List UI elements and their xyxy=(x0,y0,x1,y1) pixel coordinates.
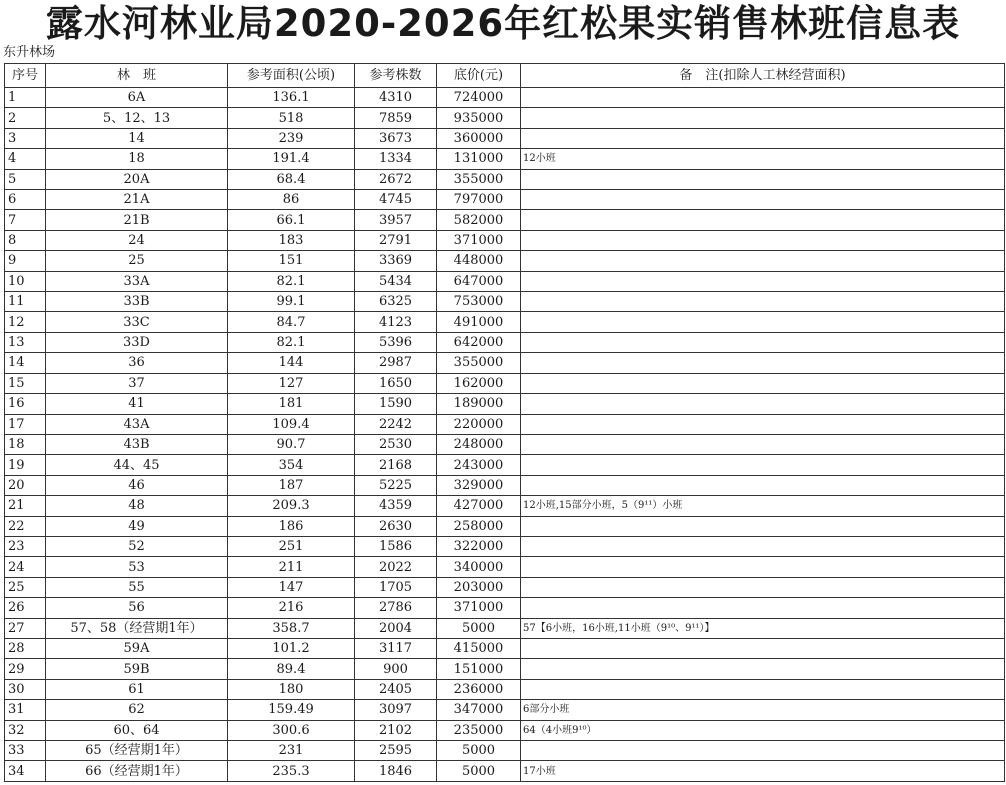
row-count: 2022 xyxy=(355,557,437,577)
row-price: 236000 xyxy=(437,679,521,699)
row-number: 26 xyxy=(5,598,46,618)
table-row xyxy=(5,251,1005,271)
row-count: 2987 xyxy=(355,353,437,373)
table-row xyxy=(5,741,1005,761)
row-price: 347000 xyxy=(437,700,521,720)
row-area: 518 xyxy=(228,108,355,128)
row-price: 162000 xyxy=(437,373,521,393)
row-price: 491000 xyxy=(437,312,521,332)
row-note xyxy=(521,251,1005,271)
row-price: 5000 xyxy=(437,741,521,761)
row-price: 203000 xyxy=(437,577,521,597)
header-price: 底价(元) xyxy=(437,64,521,88)
row-note xyxy=(521,516,1005,536)
table-row xyxy=(5,414,1005,434)
table-row xyxy=(5,128,1005,148)
row-forest: 56 xyxy=(46,598,228,618)
row-count: 2102 xyxy=(355,720,437,740)
row-area: 89.4 xyxy=(228,659,355,679)
row-area: 216 xyxy=(228,598,355,618)
row-count: 900 xyxy=(355,659,437,679)
row-count: 2405 xyxy=(355,679,437,699)
row-price: 647000 xyxy=(437,271,521,291)
row-area: 101.2 xyxy=(228,638,355,658)
row-area: 86 xyxy=(228,190,355,210)
row-count: 2786 xyxy=(355,598,437,618)
row-note xyxy=(521,332,1005,352)
row-note xyxy=(521,577,1005,597)
row-price: 329000 xyxy=(437,475,521,495)
row-price: 371000 xyxy=(437,230,521,250)
row-forest: 41 xyxy=(46,394,228,414)
row-note: 6部分小班 xyxy=(521,700,1005,720)
row-note xyxy=(521,638,1005,658)
row-count: 2242 xyxy=(355,414,437,434)
row-price: 131000 xyxy=(437,149,521,169)
row-price: 448000 xyxy=(437,251,521,271)
row-note xyxy=(521,414,1005,434)
table-row xyxy=(5,455,1005,475)
row-price: 5000 xyxy=(437,618,521,638)
row-count: 2791 xyxy=(355,230,437,250)
row-area: 127 xyxy=(228,373,355,393)
row-number: 23 xyxy=(5,536,46,556)
row-note xyxy=(521,394,1005,414)
row-number: 22 xyxy=(5,516,46,536)
row-area: 211 xyxy=(228,557,355,577)
row-count: 4123 xyxy=(355,312,437,332)
row-area: 147 xyxy=(228,577,355,597)
row-price: 248000 xyxy=(437,434,521,454)
row-area: 68.4 xyxy=(228,169,355,189)
header-count: 参考株数 xyxy=(355,64,437,88)
row-count: 3117 xyxy=(355,638,437,658)
row-count: 5396 xyxy=(355,332,437,352)
row-forest: 43B xyxy=(46,434,228,454)
table-row xyxy=(5,598,1005,618)
row-forest: 24 xyxy=(46,230,228,250)
table-row xyxy=(5,638,1005,658)
row-area: 82.1 xyxy=(228,271,355,291)
row-note: 57【6小班，16小班,11小班（9¹⁰、9¹¹）】 xyxy=(521,618,1005,638)
row-price: 415000 xyxy=(437,638,521,658)
row-count: 2595 xyxy=(355,741,437,761)
row-price: 371000 xyxy=(437,598,521,618)
row-forest: 44、45 xyxy=(46,455,228,475)
row-number: 13 xyxy=(5,332,46,352)
row-count: 5225 xyxy=(355,475,437,495)
row-price: 360000 xyxy=(437,128,521,148)
table-row xyxy=(5,496,1005,516)
row-price: 322000 xyxy=(437,536,521,556)
table-row xyxy=(5,720,1005,740)
row-number: 3 xyxy=(5,128,46,148)
row-area: 109.4 xyxy=(228,414,355,434)
row-area: 191.4 xyxy=(228,149,355,169)
table-row xyxy=(5,700,1005,720)
row-forest: 18 xyxy=(46,149,228,169)
row-count: 3097 xyxy=(355,700,437,720)
row-price: 235000 xyxy=(437,720,521,740)
row-area: 187 xyxy=(228,475,355,495)
row-forest: 62 xyxy=(46,700,228,720)
row-count: 1650 xyxy=(355,373,437,393)
row-area: 84.7 xyxy=(228,312,355,332)
row-price: 220000 xyxy=(437,414,521,434)
row-number: 32 xyxy=(5,720,46,740)
row-number: 16 xyxy=(5,394,46,414)
row-number: 11 xyxy=(5,292,46,312)
row-count: 1590 xyxy=(355,394,437,414)
row-forest: 33C xyxy=(46,312,228,332)
row-forest: 20A xyxy=(46,169,228,189)
table-row xyxy=(5,108,1005,128)
row-number: 18 xyxy=(5,434,46,454)
row-number: 12 xyxy=(5,312,46,332)
row-note: 12小班 xyxy=(521,149,1005,169)
row-area: 354 xyxy=(228,455,355,475)
row-number: 25 xyxy=(5,577,46,597)
row-note xyxy=(521,292,1005,312)
row-forest: 61 xyxy=(46,679,228,699)
row-number: 19 xyxy=(5,455,46,475)
row-forest: 48 xyxy=(46,496,228,516)
row-area: 186 xyxy=(228,516,355,536)
row-count: 3673 xyxy=(355,128,437,148)
row-count: 1705 xyxy=(355,577,437,597)
row-price: 427000 xyxy=(437,496,521,516)
row-price: 642000 xyxy=(437,332,521,352)
row-note xyxy=(521,598,1005,618)
table-row xyxy=(5,394,1005,414)
row-forest: 59B xyxy=(46,659,228,679)
row-forest: 53 xyxy=(46,557,228,577)
row-price: 5000 xyxy=(437,761,521,781)
row-note xyxy=(521,128,1005,148)
row-price: 258000 xyxy=(437,516,521,536)
header-area: 参考面积(公顷) xyxy=(228,64,355,88)
row-price: 582000 xyxy=(437,210,521,230)
row-note xyxy=(521,169,1005,189)
row-number: 5 xyxy=(5,169,46,189)
row-forest: 66（经营期1年） xyxy=(46,761,228,781)
row-count: 2530 xyxy=(355,434,437,454)
row-number: 6 xyxy=(5,190,46,210)
row-number: 17 xyxy=(5,414,46,434)
row-forest: 33D xyxy=(46,332,228,352)
table-body xyxy=(5,88,1005,782)
row-area: 159.49 xyxy=(228,700,355,720)
table-row xyxy=(5,149,1005,169)
row-count: 1334 xyxy=(355,149,437,169)
table-row xyxy=(5,557,1005,577)
table-row xyxy=(5,577,1005,597)
row-area: 231 xyxy=(228,741,355,761)
row-forest: 60、64 xyxy=(46,720,228,740)
row-area: 183 xyxy=(228,230,355,250)
row-forest: 33B xyxy=(46,292,228,312)
row-price: 189000 xyxy=(437,394,521,414)
row-forest: 65（经营期1年） xyxy=(46,741,228,761)
row-area: 181 xyxy=(228,394,355,414)
header-row xyxy=(5,64,1005,88)
row-note xyxy=(521,741,1005,761)
row-number: 29 xyxy=(5,659,46,679)
row-number: 4 xyxy=(5,149,46,169)
row-count: 4310 xyxy=(355,88,437,108)
header-note: 备 注(扣除人工林经营面积) xyxy=(521,64,1005,88)
row-note xyxy=(521,679,1005,699)
row-note xyxy=(521,210,1005,230)
row-number: 10 xyxy=(5,271,46,291)
row-note xyxy=(521,536,1005,556)
row-price: 724000 xyxy=(437,88,521,108)
row-forest: 25 xyxy=(46,251,228,271)
row-forest: 33A xyxy=(46,271,228,291)
farm-name: 东升林场 xyxy=(3,45,56,60)
row-number: 2 xyxy=(5,108,46,128)
row-price: 753000 xyxy=(437,292,521,312)
row-forest: 59A xyxy=(46,638,228,658)
row-count: 5434 xyxy=(355,271,437,291)
row-note: 17小班 xyxy=(521,761,1005,781)
row-forest: 21B xyxy=(46,210,228,230)
row-area: 358.7 xyxy=(228,618,355,638)
row-number: 30 xyxy=(5,679,46,699)
row-note xyxy=(521,475,1005,495)
table-row xyxy=(5,761,1005,781)
row-count: 3369 xyxy=(355,251,437,271)
row-number: 24 xyxy=(5,557,46,577)
row-number: 7 xyxy=(5,210,46,230)
row-count: 7859 xyxy=(355,108,437,128)
row-note xyxy=(521,108,1005,128)
row-area: 144 xyxy=(228,353,355,373)
header-no: 序号 xyxy=(5,64,46,88)
page-title: 露水河林业局2020-2026年红松果实销售林班信息表 xyxy=(45,2,961,45)
row-forest: 57、58（经营期1年） xyxy=(46,618,228,638)
table-row xyxy=(5,353,1005,373)
row-number: 8 xyxy=(5,230,46,250)
row-note xyxy=(521,557,1005,577)
row-count: 2168 xyxy=(355,455,437,475)
row-number: 15 xyxy=(5,373,46,393)
row-note xyxy=(521,271,1005,291)
row-price: 355000 xyxy=(437,353,521,373)
row-area: 82.1 xyxy=(228,332,355,352)
row-count: 2630 xyxy=(355,516,437,536)
row-price: 243000 xyxy=(437,455,521,475)
row-price: 151000 xyxy=(437,659,521,679)
row-area: 136.1 xyxy=(228,88,355,108)
table-row xyxy=(5,190,1005,210)
row-forest: 49 xyxy=(46,516,228,536)
row-forest: 21A xyxy=(46,190,228,210)
table-row xyxy=(5,516,1005,536)
row-count: 4745 xyxy=(355,190,437,210)
row-count: 3957 xyxy=(355,210,437,230)
row-forest: 5、12、13 xyxy=(46,108,228,128)
table-row xyxy=(5,373,1005,393)
row-price: 340000 xyxy=(437,557,521,577)
row-number: 21 xyxy=(5,496,46,516)
row-count: 4359 xyxy=(355,496,437,516)
table-row xyxy=(5,659,1005,679)
row-count: 2672 xyxy=(355,169,437,189)
row-forest: 36 xyxy=(46,353,228,373)
row-note xyxy=(521,353,1005,373)
row-count: 1846 xyxy=(355,761,437,781)
row-number: 14 xyxy=(5,353,46,373)
row-count: 2004 xyxy=(355,618,437,638)
row-forest: 37 xyxy=(46,373,228,393)
row-number: 31 xyxy=(5,700,46,720)
table-row xyxy=(5,679,1005,699)
row-count: 6325 xyxy=(355,292,437,312)
row-note xyxy=(521,434,1005,454)
row-number: 20 xyxy=(5,475,46,495)
row-forest: 52 xyxy=(46,536,228,556)
table-row xyxy=(5,618,1005,638)
row-note xyxy=(521,190,1005,210)
row-note xyxy=(521,88,1005,108)
row-area: 300.6 xyxy=(228,720,355,740)
table-row xyxy=(5,475,1005,495)
row-note xyxy=(521,373,1005,393)
row-forest: 6A xyxy=(46,88,228,108)
row-area: 151 xyxy=(228,251,355,271)
row-number: 1 xyxy=(5,88,46,108)
row-number: 27 xyxy=(5,618,46,638)
row-count: 1586 xyxy=(355,536,437,556)
row-area: 209.3 xyxy=(228,496,355,516)
row-forest: 46 xyxy=(46,475,228,495)
row-note xyxy=(521,455,1005,475)
row-forest: 43A xyxy=(46,414,228,434)
row-number: 34 xyxy=(5,761,46,781)
forest-info-table xyxy=(4,63,1005,782)
row-area: 235.3 xyxy=(228,761,355,781)
row-area: 99.1 xyxy=(228,292,355,312)
table-row xyxy=(5,230,1005,250)
row-number: 33 xyxy=(5,741,46,761)
row-forest: 55 xyxy=(46,577,228,597)
row-forest: 14 xyxy=(46,128,228,148)
table-row xyxy=(5,292,1005,312)
header-forest: 林 班 xyxy=(46,64,228,88)
row-area: 90.7 xyxy=(228,434,355,454)
row-area: 66.1 xyxy=(228,210,355,230)
table-row xyxy=(5,536,1005,556)
table-row xyxy=(5,210,1005,230)
table-row xyxy=(5,434,1005,454)
row-note: 64（4小班9¹⁰） xyxy=(521,720,1005,740)
row-number: 28 xyxy=(5,638,46,658)
table-row xyxy=(5,312,1005,332)
row-note xyxy=(521,659,1005,679)
row-area: 180 xyxy=(228,679,355,699)
row-price: 935000 xyxy=(437,108,521,128)
row-area: 239 xyxy=(228,128,355,148)
row-area: 251 xyxy=(228,536,355,556)
row-note xyxy=(521,230,1005,250)
table-row xyxy=(5,332,1005,352)
table-row xyxy=(5,271,1005,291)
row-note: 12小班,15部分小班，5（9¹¹）小班 xyxy=(521,496,1005,516)
row-price: 355000 xyxy=(437,169,521,189)
table-row xyxy=(5,169,1005,189)
row-number: 9 xyxy=(5,251,46,271)
row-price: 797000 xyxy=(437,190,521,210)
row-note xyxy=(521,312,1005,332)
table-row xyxy=(5,88,1005,108)
